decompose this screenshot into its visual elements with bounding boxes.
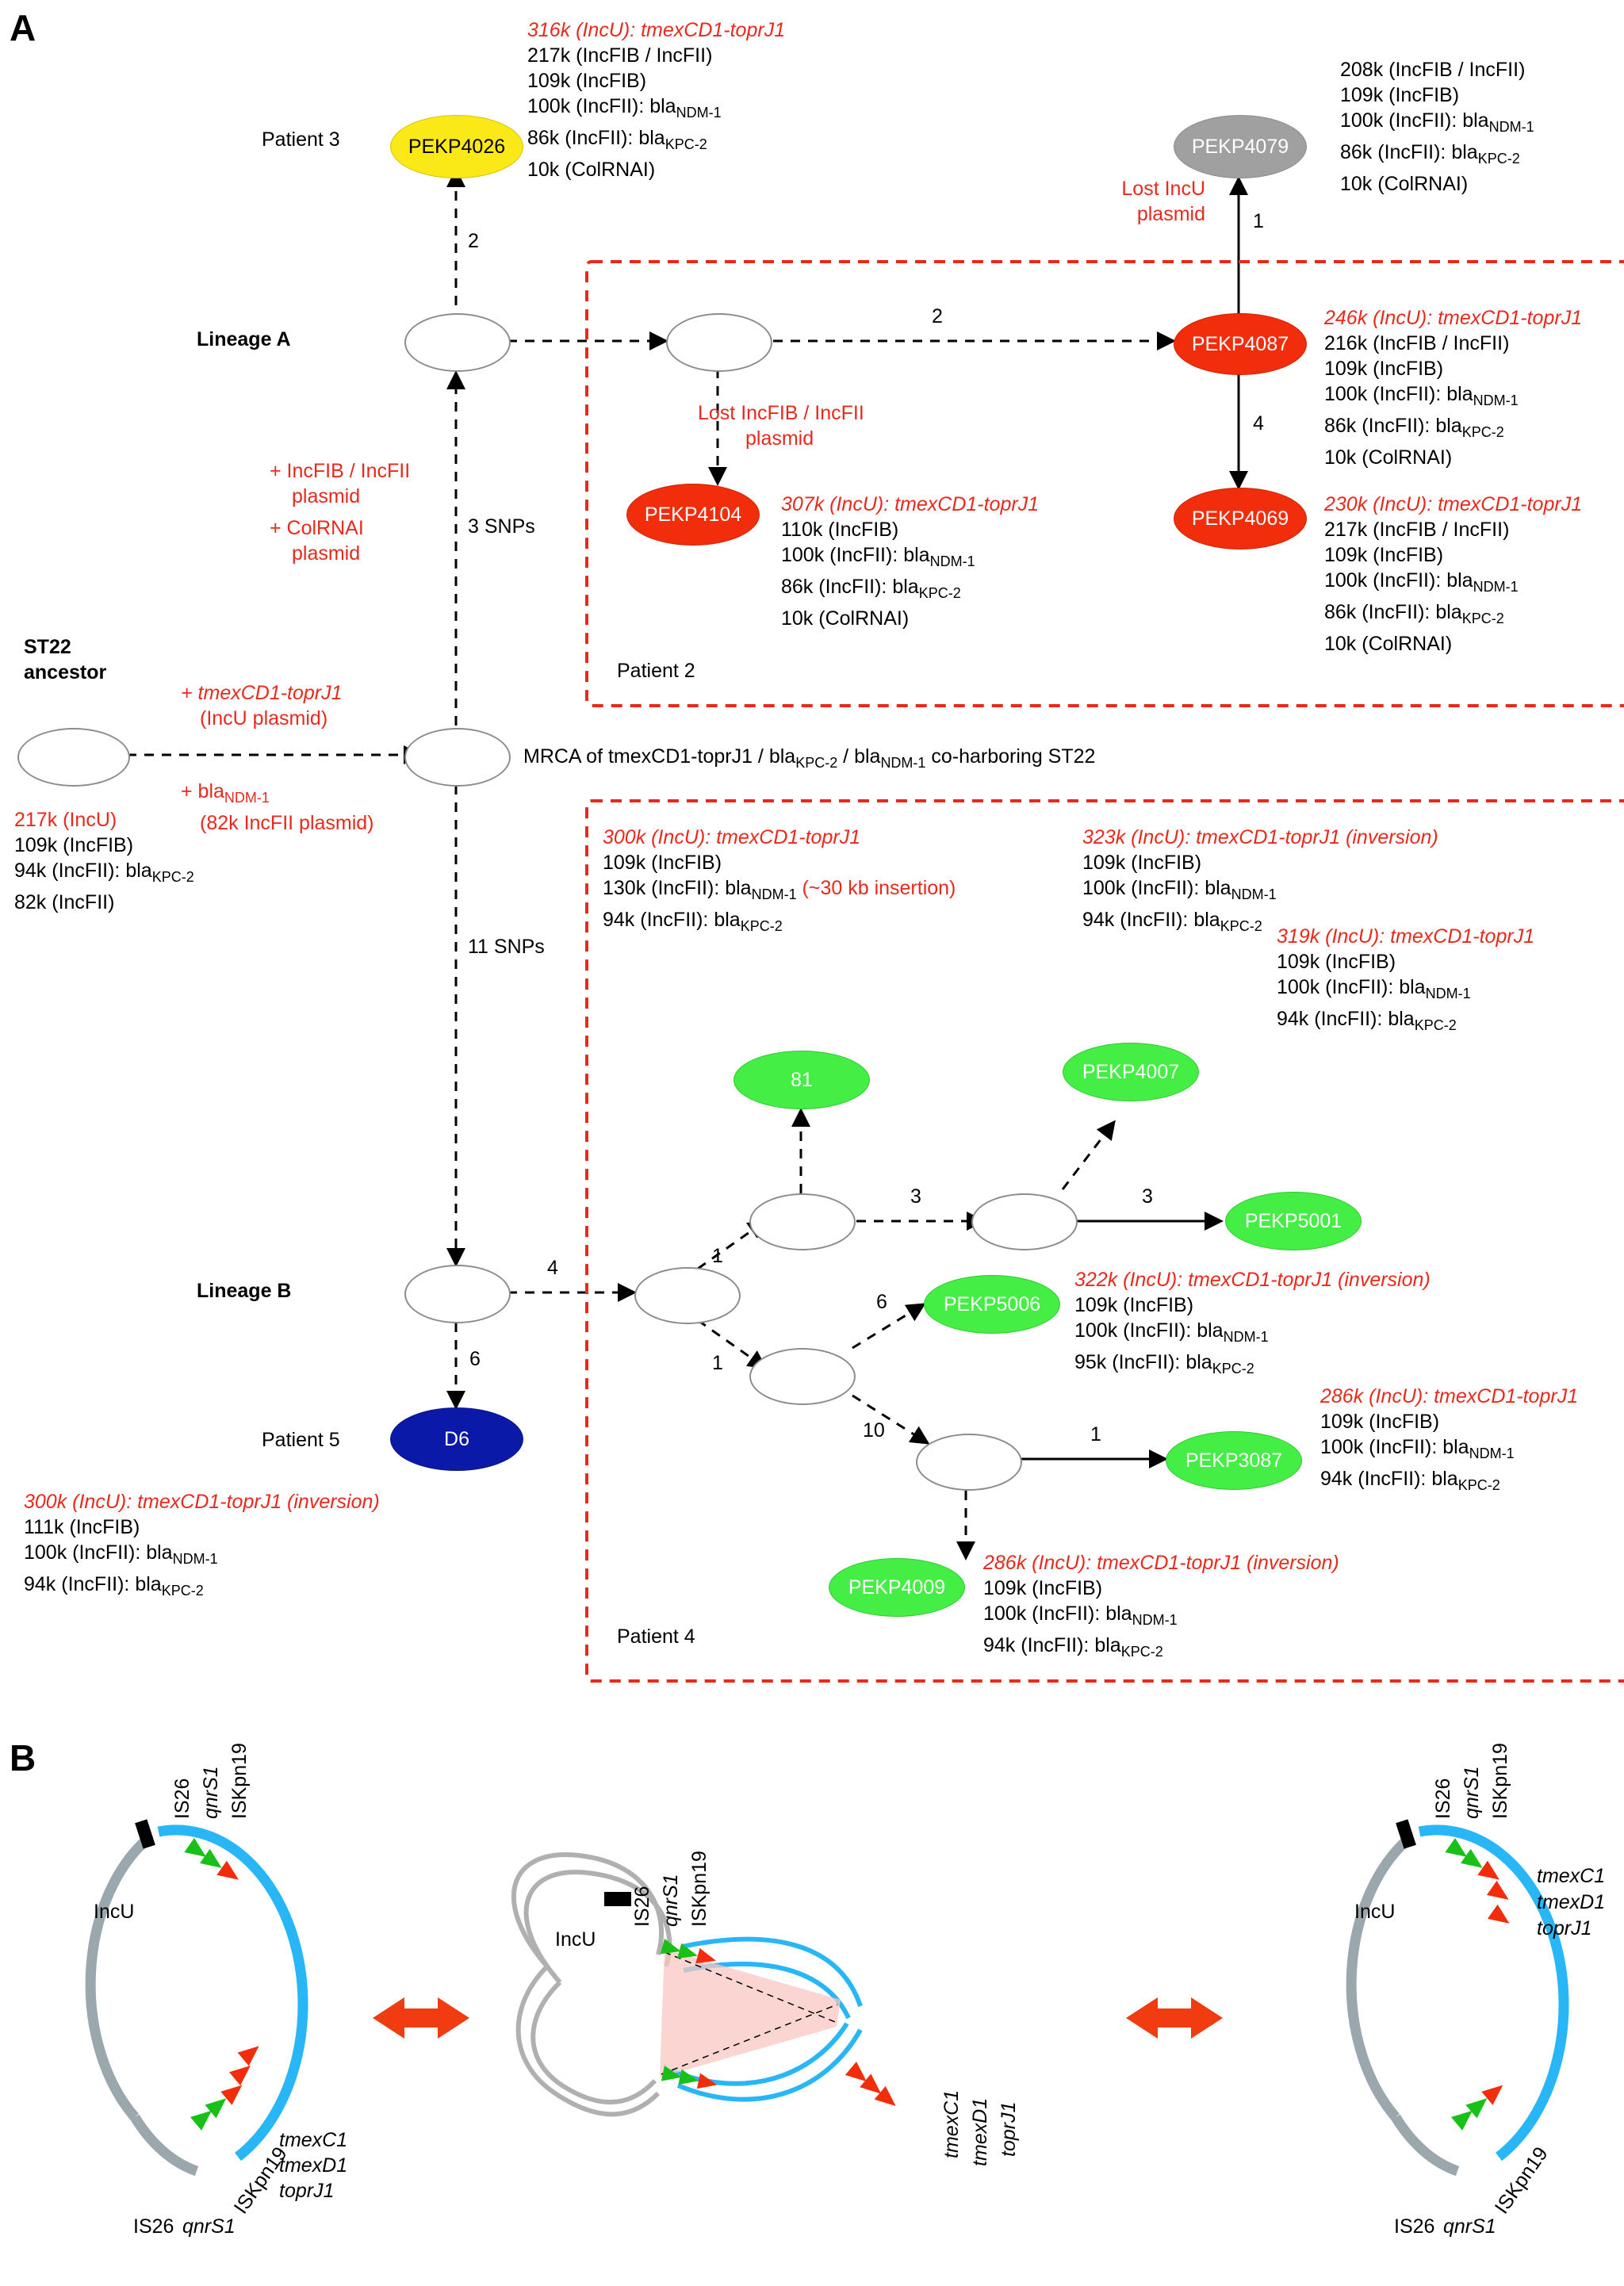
plasmid-row: 216k (IncFIB / IncFII)	[1324, 332, 1510, 354]
label-right-tmexd1: tmexD1	[1537, 1891, 1606, 1913]
plasmid-row: 100k (IncFII): bla$_{NDM-1}$	[1320, 1436, 1515, 1461]
plasmid-row: 86k (IncFII): bla$_{KPC-2}$	[527, 127, 707, 152]
node-mrca[interactable]	[404, 728, 511, 787]
plasmid-head: 286k (IncU): tmexCD1-toprJ1	[1320, 1385, 1579, 1407]
node-pekp3087[interactable]	[1166, 1431, 1302, 1490]
node-internal-b2[interactable]	[971, 1193, 1078, 1250]
node-pekp4079[interactable]	[1174, 115, 1307, 178]
node-pekp4087-label: PEKP4087	[1191, 332, 1289, 355]
plasmid-list-pekp4009	[983, 1550, 1339, 1664]
node-pekp4087[interactable]	[1174, 313, 1307, 375]
plasmid-list-pekp4079	[1340, 57, 1534, 197]
label-right-tmexc1: tmexC1	[1537, 1865, 1606, 1887]
plasmid-row: 217k (IncFIB / IncFII)	[527, 44, 713, 67]
plasmid-head: 217k (IncU)	[14, 809, 117, 831]
plasmid-row: 86k (IncFII): bla$_{KPC-2}$	[1324, 415, 1504, 440]
label-mid-is26: IS26	[631, 1886, 653, 1927]
plasmid-row: 100k (IncFII): bla$_{NDM-1}$	[1082, 877, 1277, 902]
label-patient-4: Patient 4	[617, 1625, 695, 1648]
plasmid-row: 100k (IncFII): bla$_{NDM-1}$	[1324, 383, 1519, 408]
node-internal-b1[interactable]	[749, 1193, 856, 1250]
plasmid-head: 307k (IncU): tmexCD1-toprJ1	[781, 493, 1040, 515]
label-gain-ndm: + bla$_{NDM-1}$ (82k IncFII plasmid)	[181, 780, 374, 834]
label-patient-2: Patient 2	[617, 660, 695, 682]
branch-len-1-right: 1	[1253, 210, 1264, 232]
plasmid-list-pekp3087	[1320, 1384, 1578, 1498]
plasmid-row: 100k (IncFII): bla$_{NDM-1}$	[24, 1541, 218, 1567]
plasmid-row: 100k (IncFII): bla$_{NDM-1}$	[1074, 1319, 1269, 1345]
branch-len-4-right: 4	[1253, 412, 1264, 435]
label-mid-tmexd1: tmexD1	[969, 2097, 991, 2166]
node-lineage-a-internal[interactable]	[404, 313, 511, 372]
plasmid-row: 109k (IncFIB)	[1324, 544, 1444, 566]
plasmid-row: 100k (IncFII): bla$_{NDM-1}$	[1340, 109, 1534, 135]
plasmid-head: 246k (IncU): tmexCD1-toprJ1	[1324, 307, 1583, 329]
node-81[interactable]	[733, 1051, 870, 1109]
plasmid-row: 10k (ColRNAI)	[1340, 173, 1469, 195]
panel-b-letter: B	[10, 1737, 36, 1779]
plasmid-head: 323k (IncU): tmexCD1-toprJ1 (inversion)	[1082, 826, 1438, 848]
plasmid-head: 300k (IncU): tmexCD1-toprJ1	[603, 826, 861, 848]
plasmid-row: 109k (IncFIB)	[603, 852, 722, 874]
label-mid-iskpn19: ISKpn19	[688, 1851, 710, 1927]
plasmid-row: 86k (IncFII): bla$_{KPC-2}$	[1324, 601, 1504, 626]
plasmid-row: 94k (IncFII): bla$_{KPC-2}$	[1277, 1008, 1457, 1033]
label-mid-tmexc1: tmexC1	[940, 2089, 963, 2158]
label-left-is26-b: IS26	[133, 2215, 174, 2238]
label-right-toprj1: toprJ1	[1537, 1917, 1592, 1939]
plasmid-row: 86k (IncFII): bla$_{KPC-2}$	[1340, 141, 1520, 167]
plasmid-row: 217k (IncFIB / IncFII)	[1324, 519, 1510, 541]
node-pekp4069[interactable]	[1174, 488, 1307, 549]
label-gain-incfib: + IncFIB / IncFII plasmid	[270, 460, 411, 507]
label-left-iskpn19: ISKpn19	[228, 1743, 251, 1819]
label-right-qnrs1-b: qnrS1	[1443, 2215, 1496, 2238]
plasmid-list-pekp4104	[781, 492, 1039, 631]
node-lineage-a-internal-2[interactable]	[666, 313, 772, 372]
plasmid-row: 100k (IncFII): bla$_{NDM-1}$	[527, 95, 722, 121]
branch-len-1-a: 1	[712, 1245, 723, 1267]
node-pekp4079-label: PEKP4079	[1191, 135, 1289, 158]
plasmid-row: 10k (ColRNAI)	[527, 159, 656, 181]
label-mid-qnrs1: qnrS1	[660, 1874, 682, 1927]
label-gain-tmex: + tmexCD1-toprJ1 (IncU plasmid)	[181, 682, 343, 729]
branch-len-6-patient5: 6	[469, 1348, 481, 1370]
label-left-qnrs1: qnrS1	[200, 1766, 222, 1819]
label-right-iskpn19-b: ISKpn19	[1490, 2142, 1553, 2219]
node-internal-b3[interactable]	[749, 1348, 856, 1405]
node-d6[interactable]	[390, 1407, 523, 1471]
label-left-qnrs1-b: qnrS1	[182, 2215, 236, 2238]
plasmid-row: 109k (IncFIB)	[1324, 358, 1444, 380]
node-pekp5001-label: PEKP5001	[1244, 1209, 1342, 1232]
plasmid-row: 111k (IncFIB)	[24, 1516, 140, 1538]
node-st22-ancestor[interactable]	[17, 728, 130, 787]
plasmid-row: 94k (IncFII): bla$_{KPC-2}$	[24, 1573, 204, 1599]
branch-len-3-b: 3	[1142, 1185, 1153, 1208]
label-3-snps: 3 SNPs	[468, 515, 535, 538]
plasmid-list-81	[603, 825, 956, 939]
plasmid-row: 109k (IncFIB)	[1082, 852, 1202, 874]
node-pekp4069-label: PEKP4069	[1191, 507, 1289, 530]
label-right-iskpn19: ISKpn19	[1489, 1743, 1511, 1819]
plasmid-row: 95k (IncFII): bla$_{KPC-2}$	[1074, 1351, 1254, 1377]
plasmid-head: 316k (IncU): tmexCD1-toprJ1	[527, 19, 786, 41]
label-lineage-a: Lineage A	[197, 328, 291, 350]
plasmid-right	[1351, 1819, 1564, 2171]
label-right-is26-b: IS26	[1394, 2215, 1435, 2238]
node-pekp4104-label: PEKP4104	[644, 503, 742, 526]
node-pekp4026-label: PEKP4026	[408, 135, 506, 158]
node-pekp4026[interactable]	[390, 115, 523, 178]
branch-len-2-top: 2	[468, 230, 479, 252]
plasmid-head: 322k (IncU): tmexCD1-toprJ1 (inversion)	[1074, 1269, 1431, 1291]
label-right-is26: IS26	[1432, 1778, 1454, 1819]
branch-len-1-b: 1	[712, 1352, 723, 1374]
plasmid-head: 286k (IncU): tmexCD1-toprJ1 (inversion)	[983, 1552, 1339, 1574]
branch-len-2-lineage-a: 2	[932, 305, 943, 327]
plasmid-list-d6	[24, 1489, 380, 1603]
node-pekp5001[interactable]	[1225, 1192, 1362, 1250]
plasmid-row: 109k (IncFIB)	[1340, 84, 1460, 106]
plasmid-row: 109k (IncFIB)	[14, 834, 134, 856]
plasmid-row: 130k (IncFII): bla$_{NDM-1}$ (~30 kb insertion)	[603, 877, 956, 902]
branch-len-6-b: 6	[876, 1291, 887, 1313]
branch-len-3-a: 3	[910, 1185, 921, 1208]
plasmid-list-pekp4007	[1082, 825, 1438, 939]
label-left-is26: IS26	[171, 1778, 193, 1819]
plasmid-row: 109k (IncFIB)	[1320, 1411, 1440, 1433]
branch-len-1-c: 1	[1090, 1423, 1101, 1446]
bidirectional-arrow-right	[1126, 1997, 1223, 2039]
label-lineage-b: Lineage B	[197, 1280, 292, 1302]
node-pekp4007[interactable]	[1063, 1043, 1199, 1101]
branch-len-10: 10	[863, 1419, 885, 1442]
plasmid-row: 94k (IncFII): bla$_{KPC-2}$	[603, 909, 783, 934]
plasmid-row: 100k (IncFII): bla$_{NDM-1}$	[1324, 569, 1519, 595]
node-81-label: 81	[791, 1068, 813, 1091]
panel-a-letter: A	[10, 7, 36, 48]
plasmid-row: 100k (IncFII): bla$_{NDM-1}$	[781, 544, 975, 569]
node-pekp4007-label: PEKP4007	[1082, 1060, 1180, 1083]
plasmid-row: 82k (IncFII)	[14, 891, 115, 913]
plasmid-row: 94k (IncFII): bla$_{KPC-2}$	[983, 1634, 1163, 1660]
label-left-incu: IncU	[94, 1901, 135, 1923]
node-internal-b4[interactable]	[916, 1434, 1022, 1491]
node-pekp5006[interactable]	[924, 1275, 1060, 1334]
label-gain-colrnai: + ColRNAI plasmid	[270, 517, 364, 565]
plasmid-row: 86k (IncFII): bla$_{KPC-2}$	[781, 576, 961, 601]
label-patient-5: Patient 5	[262, 1429, 340, 1451]
label-left-toprj1: toprJ1	[279, 2180, 335, 2202]
plasmid-row: 94k (IncFII): bla$_{KPC-2}$	[1082, 909, 1262, 934]
plasmid-head: 300k (IncU): tmexCD1-toprJ1 (inversion)	[24, 1491, 380, 1513]
label-mrca: MRCA of tmexCD1-toprJ1 / bla$_{KPC-2}$ / bla$_{NDM-1}$ co-harboring ST22	[523, 745, 1096, 771]
plasmid-list-pekp5001	[1277, 924, 1534, 1038]
plasmid-row: 94k (IncFII): bla$_{KPC-2}$	[14, 860, 194, 885]
plasmid-row: 110k (IncFIB)	[781, 519, 899, 541]
plasmid-row: 94k (IncFII): bla$_{KPC-2}$	[1320, 1468, 1500, 1493]
node-internal-b0[interactable]	[634, 1267, 741, 1324]
plasmid-row: 10k (ColRNAI)	[1324, 446, 1453, 469]
plasmid-left	[90, 1819, 303, 2171]
node-d6-label: D6	[444, 1427, 469, 1450]
label-patient-3: Patient 3	[262, 128, 340, 151]
label-right-qnrs1: qnrS1	[1461, 1766, 1483, 1819]
plasmid-row: 109k (IncFIB)	[983, 1577, 1103, 1599]
node-pekp4009[interactable]	[829, 1558, 965, 1617]
label-11-snps: 11 SNPs	[468, 936, 545, 958]
node-pekp3087-label: PEKP3087	[1185, 1449, 1283, 1472]
plasmid-head: 230k (IncU): tmexCD1-toprJ1	[1324, 493, 1583, 515]
node-pekp4104[interactable]	[626, 484, 760, 546]
plasmid-row: 109k (IncFIB)	[1074, 1294, 1194, 1316]
label-mid-toprj1: toprJ1	[998, 2101, 1020, 2157]
plasmid-row: 208k (IncFIB / IncFII)	[1340, 59, 1526, 81]
plasmid-list-pekp4069	[1324, 492, 1582, 657]
label-right-incu: IncU	[1354, 1901, 1396, 1923]
plasmid-list-pekp4026	[527, 17, 785, 182]
bidirectional-arrow-left	[373, 1997, 469, 2039]
label-left-iskpn19-b: ISKpn19	[229, 2142, 292, 2219]
plasmid-row: 109k (IncFIB)	[527, 70, 647, 92]
node-pekp4009-label: PEKP4009	[848, 1576, 946, 1599]
label-left-tmexd1: tmexD1	[279, 2154, 348, 2177]
plasmid-row: 10k (ColRNAI)	[781, 607, 910, 630]
branch-len-4-lineage-b: 4	[547, 1257, 558, 1279]
plasmid-list-pekp5006	[1074, 1267, 1431, 1381]
plasmid-list-pekp4087	[1324, 305, 1582, 470]
label-left-tmexc1: tmexC1	[279, 2129, 348, 2151]
label-st22-ancestor: ST22 ancestor	[24, 636, 107, 684]
label-mid-incu: IncU	[555, 1928, 596, 1951]
plasmid-row: 109k (IncFIB)	[1277, 951, 1396, 973]
plasmid-row: 10k (ColRNAI)	[1324, 633, 1453, 655]
plasmid-head: 319k (IncU): tmexCD1-toprJ1	[1277, 925, 1535, 948]
node-lineage-b[interactable]	[404, 1265, 511, 1323]
label-lost-incfib: Lost IncFIB / IncFII plasmid	[698, 402, 864, 450]
label-lost-incu: Lost IncU plasmid	[1121, 178, 1205, 225]
plasmid-list-ancestor	[14, 807, 194, 915]
node-pekp5006-label: PEKP5006	[943, 1292, 1041, 1315]
plasmid-row: 100k (IncFII): bla$_{NDM-1}$	[983, 1602, 1178, 1628]
plasmid-row: 100k (IncFII): bla$_{NDM-1}$	[1277, 976, 1471, 1001]
